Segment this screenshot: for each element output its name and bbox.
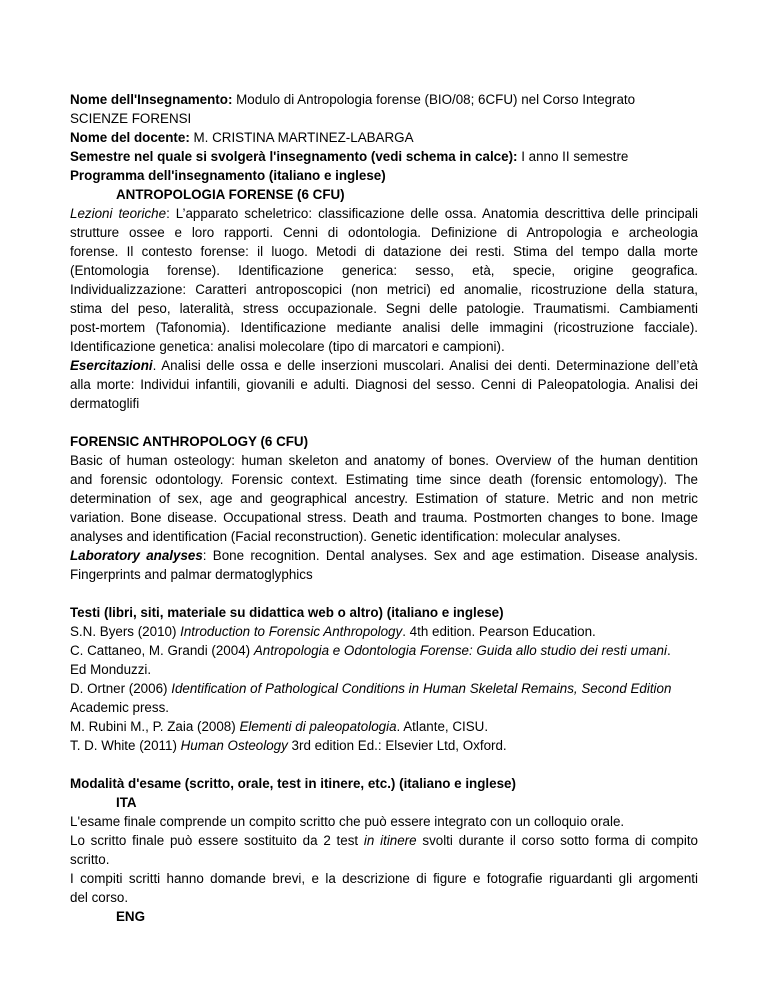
exam-line-3: scritto.: [70, 852, 110, 867]
exam-line-1: L'esame finale comprende un compito scritto che può essere integrato con un colloquio orale.: [70, 814, 625, 829]
teacher-line: [70, 128, 698, 147]
exam-line-4: I compiti scritti hanno domande brevi, e la descrizione di figure e fotografie riguardanti gli argomenti: [70, 871, 698, 886]
english-heading: FORENSIC ANTHROPOLOGY (6 CFU): [70, 434, 309, 449]
program-heading: Programma dell'insegnamento (italiano e inglese): [70, 168, 386, 183]
english-lab-line-0: Laboratory analyses: Bone recognition. Dental analyses. Sex and age estimation. Disease analysis.: [70, 548, 698, 563]
teacher-value: M. CRISTINA MARTINEZ-LABARGA: [189, 130, 414, 145]
semester-line: [70, 147, 698, 166]
english-line-0: Basic of human osteology: human skeleton and anatomy of bones. Overview of the human dentition: [70, 453, 698, 468]
exercises-label: Esercitazioni: [70, 358, 153, 373]
italian-lectures-line-6: post-mortem (Tafonomia). Identificazione mediante analisi delle immagini (ricostruzione facciale).: [70, 320, 698, 335]
reference-item: D. Ortner (2006) Identification of Pathological Conditions in Human Skeletal Remains, Second Edition: [70, 681, 672, 696]
english-line-4: analyses and identification (Facial reconstruction). Genetic identification: molecular analyses.: [70, 529, 621, 544]
italian-exercises-line-1: alla morte: Individui infantili, giovanili e adulti. Diagnosi del sesso. Cenni di Paleopatologia. Analisi dei: [70, 377, 698, 392]
semester-value: I anno II semestre: [517, 149, 629, 164]
document-page: [70, 90, 698, 926]
italian-lectures-line-4: Individualizzazione: Caratteri antroposcopici (non metrici) ed anomalie, ricostruzione della statura,: [70, 282, 698, 297]
reference-item: Academic press.: [70, 700, 169, 715]
course-name-label: Nome dell'Insegnamento:: [70, 92, 233, 107]
reference-item: M. Rubini M., P. Zaia (2008) Elementi di paleopatologia. Atlante, CISU.: [70, 719, 489, 734]
english-line-2: determination of sex, age and geographical ancestry. Estimation of stature. Metric and non metric: [70, 491, 698, 506]
exam-line-2: Lo scritto finale può essere sostituito da 2 test in itinere svolti durante il corso sotto forma di compito: [70, 833, 698, 848]
reference-item: C. Cattaneo, M. Grandi (2004) Antropologia e Odontologia Forense: Guida allo studio dei resti umani.: [70, 643, 671, 658]
texts-heading: Testi (libri, siti, materiale su didattica web o altro) (italiano e inglese): [70, 605, 504, 620]
teacher-label: Nome del docente:: [70, 130, 190, 145]
course-name-line: [70, 90, 698, 109]
english-line-1: and forensic odontology. Forensic context. Estimating time since death (forensic entomology). The: [70, 472, 698, 487]
exam-heading: Modalità d'esame (scritto, orale, test in itinere, etc.) (italiano e inglese): [70, 776, 516, 791]
exam-ita-label: ITA: [116, 795, 137, 810]
english-line-3: variation. Bone disease. Occupational stress. Death and trauma. Postmorten changes to bone. Image: [70, 510, 698, 525]
semester-label: Semestre nel quale si svolgerà l'insegnamento (vedi schema in calce):: [70, 149, 518, 164]
italian-lectures-line-0: Lezioni teoriche: L’apparato scheletrico: classificazione delle ossa. Anatomia descrittiva delle principali: [70, 206, 698, 221]
lectures-label: Lezioni teoriche: [70, 206, 167, 221]
exam-eng-label: ENG: [116, 909, 146, 924]
italian-lectures-line-5: stima del peso, lateralità, stress occupazionale. Segni delle patologie. Traumatismi. Cambiamenti: [70, 301, 698, 316]
reference-item: S.N. Byers (2010) Introduction to Forensic Anthropology. 4th edition. Pearson Education.: [70, 624, 596, 639]
reference-item: Ed Monduzzi.: [70, 662, 152, 677]
lab-label: Laboratory analyses: [70, 548, 203, 563]
reference-item: T. D. White (2011) Human Osteology 3rd edition Ed.: Elsevier Ltd, Oxford.: [70, 738, 507, 753]
english-lab-line-1: Fingerprints and palmar dermatoglyphics: [70, 567, 313, 582]
italian-lectures-line-3: (Entomologia forense). Identificazione generica: sesso, età, specie, origine geografica.: [70, 263, 698, 278]
course-name-value: Modulo di Antropologia forense (BIO/08; 6CFU) nel Corso Integrato: [232, 92, 636, 107]
course-name-line-2: SCIENZE FORENSI: [70, 111, 192, 126]
italian-lectures-line-1: strutture ossee e loro rapporti. Cenni di odontologia. Definizione di Antropologia e archeologia: [70, 225, 698, 240]
exam-line-5: del corso.: [70, 890, 129, 905]
italian-lectures-line-7: Identificazione genetica: analisi molecolare (tipo di marcatori e campioni).: [70, 339, 505, 354]
italian-exercises-line-0: Esercitazioni. Analisi delle ossa e delle inserzioni muscolari. Analisi dei denti. Determinazione dell’età: [70, 358, 698, 373]
italian-heading: ANTROPOLOGIA FORENSE (6 CFU): [116, 187, 345, 202]
italian-exercises-line-2: dermatoglifi: [70, 396, 140, 411]
italian-lectures-line-2: forense. Il contesto forense: il luogo. Metodi di datazione dei resti. Stima del tempo dalla morte: [70, 244, 698, 259]
